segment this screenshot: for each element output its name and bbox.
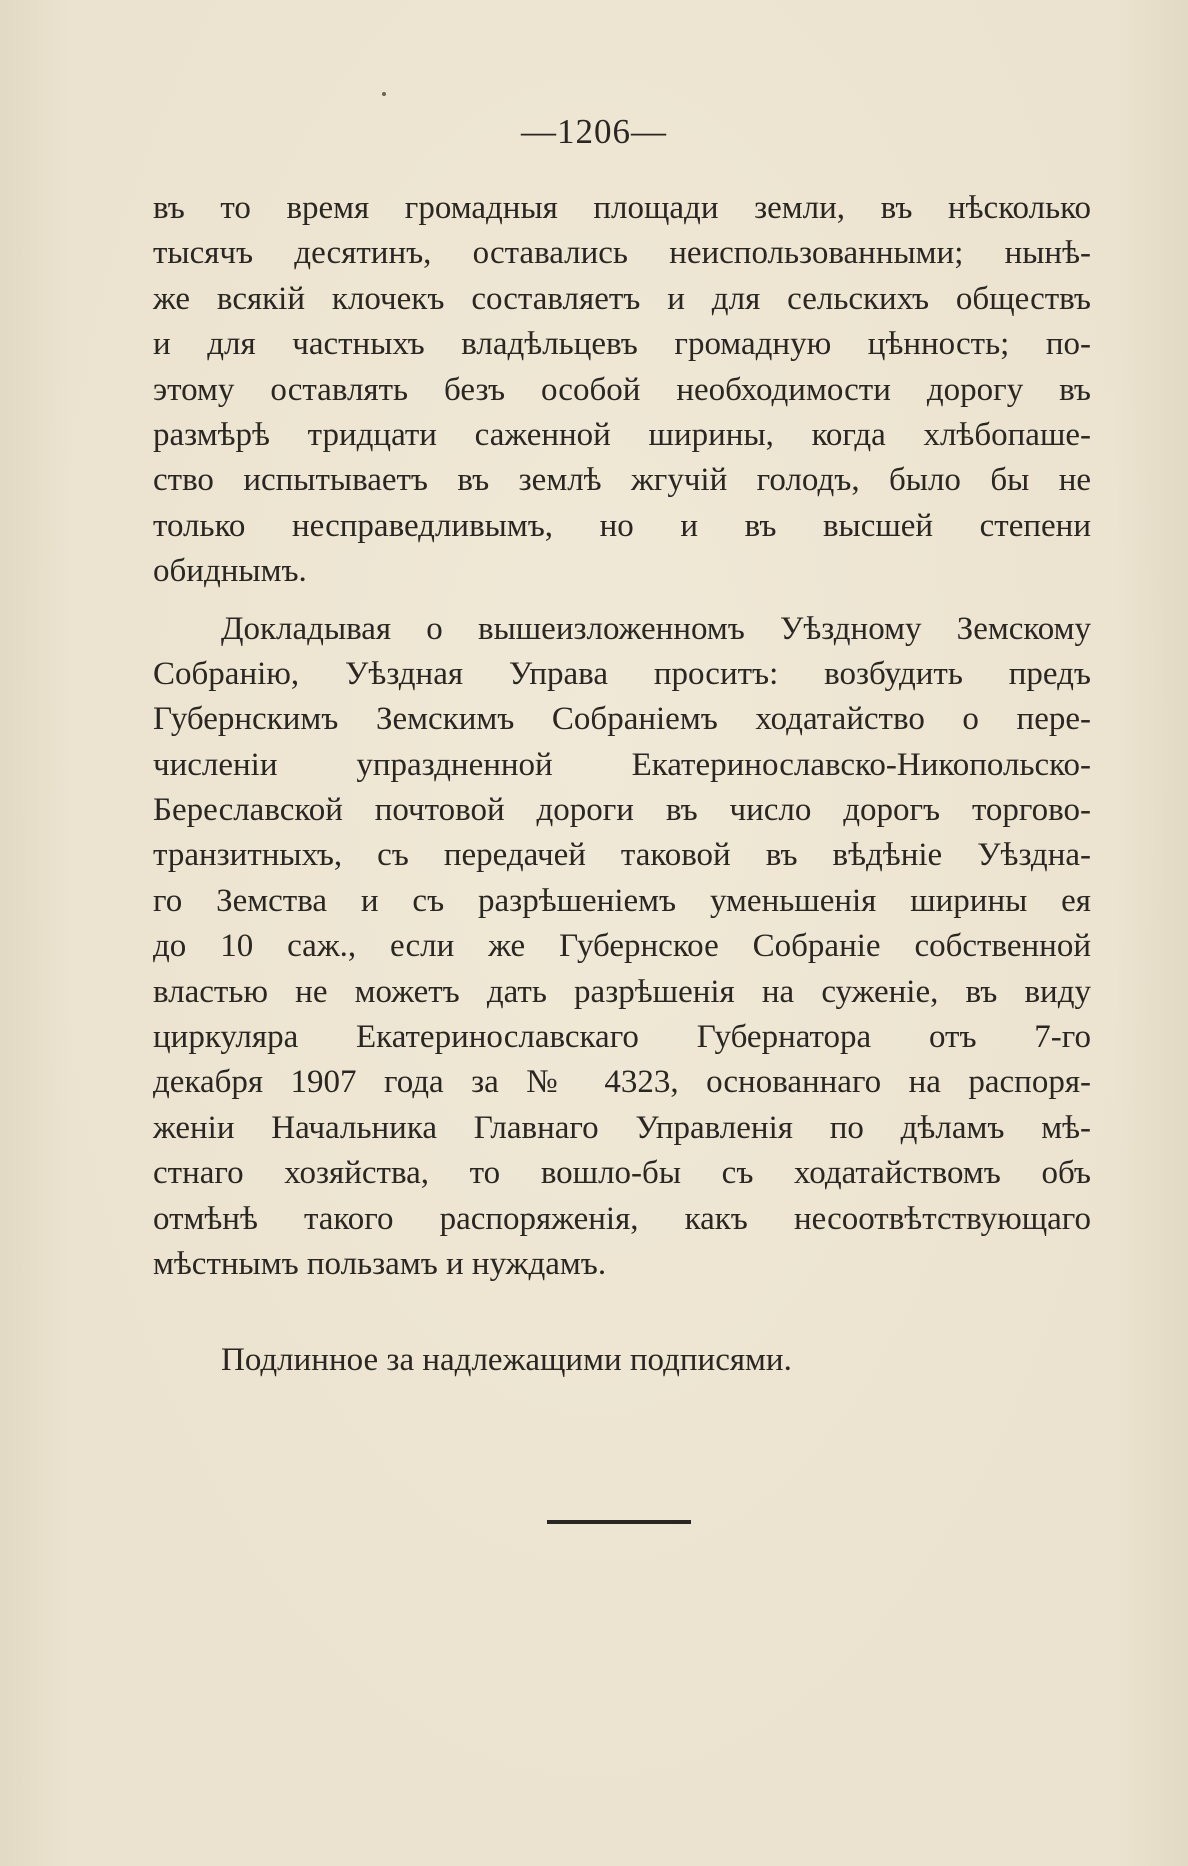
text-line: до 10 саж., если же Губернское Собраніе собственной — [153, 928, 1091, 965]
text-line: численіи упраздненной Екатеринославско-Никопольско- — [153, 746, 1091, 783]
text-line: стнаго хозяйства, то вошло-бы съ ходатайствомъ объ — [153, 1155, 1091, 1192]
text-line: и для частныхъ владѣльцевъ громадную цѣнность; по- — [153, 326, 1091, 363]
signature-note: Подлинное за надлежащими подписями. — [221, 1342, 792, 1378]
text-line: обиднымъ. — [153, 553, 307, 590]
text-line: циркуляра Екатеринославскаго Губернатора отъ 7-го — [153, 1019, 1091, 1056]
text-line: транзитныхъ, съ передачей таковой въ вѣдѣніе Уѣздна- — [153, 837, 1091, 874]
text-line: Береславской почтовой дороги въ число дорогъ торгово- — [153, 792, 1091, 829]
text-line: го Земства и съ разрѣшеніемъ уменьшенія ширины ея — [153, 882, 1091, 919]
text-line: отмѣнѣ такого распоряженія, какъ несоотвѣтствующаго — [153, 1200, 1091, 1237]
page-number: —1206— — [521, 112, 667, 151]
text-line: Докладывая о вышеизложенномъ Уѣздному Земскому — [221, 610, 1091, 647]
text-line: размѣрѣ тридцати саженной ширины, когда хлѣбопаше- — [153, 416, 1091, 453]
text-line: мѣстнымъ пользамъ и нуждамъ. — [153, 1245, 607, 1282]
text-line: ство испытываетъ въ землѣ жгучій голодъ, было бы не — [153, 462, 1091, 499]
text-line: властью не можетъ дать разрѣшенія на суженіе, въ виду — [153, 973, 1091, 1010]
text-line: женіи Начальника Главнаго Управленія по дѣламъ мѣ- — [153, 1109, 1091, 1146]
text-line: этому оставлять безъ особой необходимости дорогу въ — [153, 371, 1091, 408]
page-speck — [382, 92, 386, 96]
paragraph-1 — [153, 186, 1091, 595]
paragraph-2 — [153, 607, 1091, 1288]
closing-rule — [547, 1520, 691, 1524]
text-line: же всякій клочекъ составляетъ и для сельскихъ обществъ — [153, 280, 1091, 317]
text-line: тысячъ десятинъ, оставались неиспользованными; нынѣ- — [153, 235, 1091, 272]
text-line: Собранію, Уѣздная Управа проситъ: возбудить предъ — [153, 655, 1091, 692]
text-line: Губернскимъ Земскимъ Собраніемъ ходатайство о пере- — [153, 701, 1091, 738]
paragraph-gap — [153, 595, 1091, 607]
body-text — [153, 186, 1091, 1287]
text-line: въ то время громадныя площади земли, въ нѣсколько — [153, 190, 1091, 226]
text-line: только несправедливымъ, но и въ высшей степени — [153, 507, 1091, 544]
text-line: декабря 1907 года за № 4323, основаннаго на распоря- — [153, 1064, 1091, 1101]
